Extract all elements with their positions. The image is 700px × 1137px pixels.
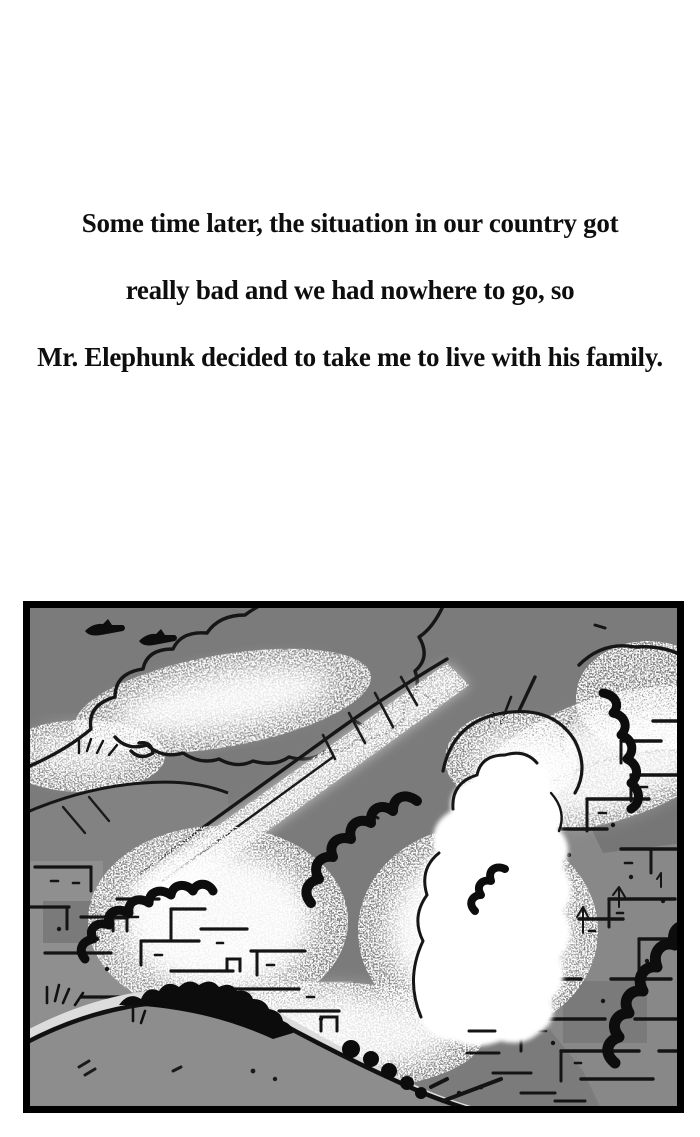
- comic-panel: [23, 601, 684, 1113]
- narration-line-1: Some time later, the situation in our country got: [81, 208, 619, 238]
- narration-caption: [0, 190, 700, 391]
- war-scene-illustration: [23, 601, 684, 1113]
- narration-line-2: really bad and we had nowhere to go, so: [125, 275, 575, 305]
- narration-line-3: Mr. Elephunk decided to take me to live with his family.: [37, 342, 663, 372]
